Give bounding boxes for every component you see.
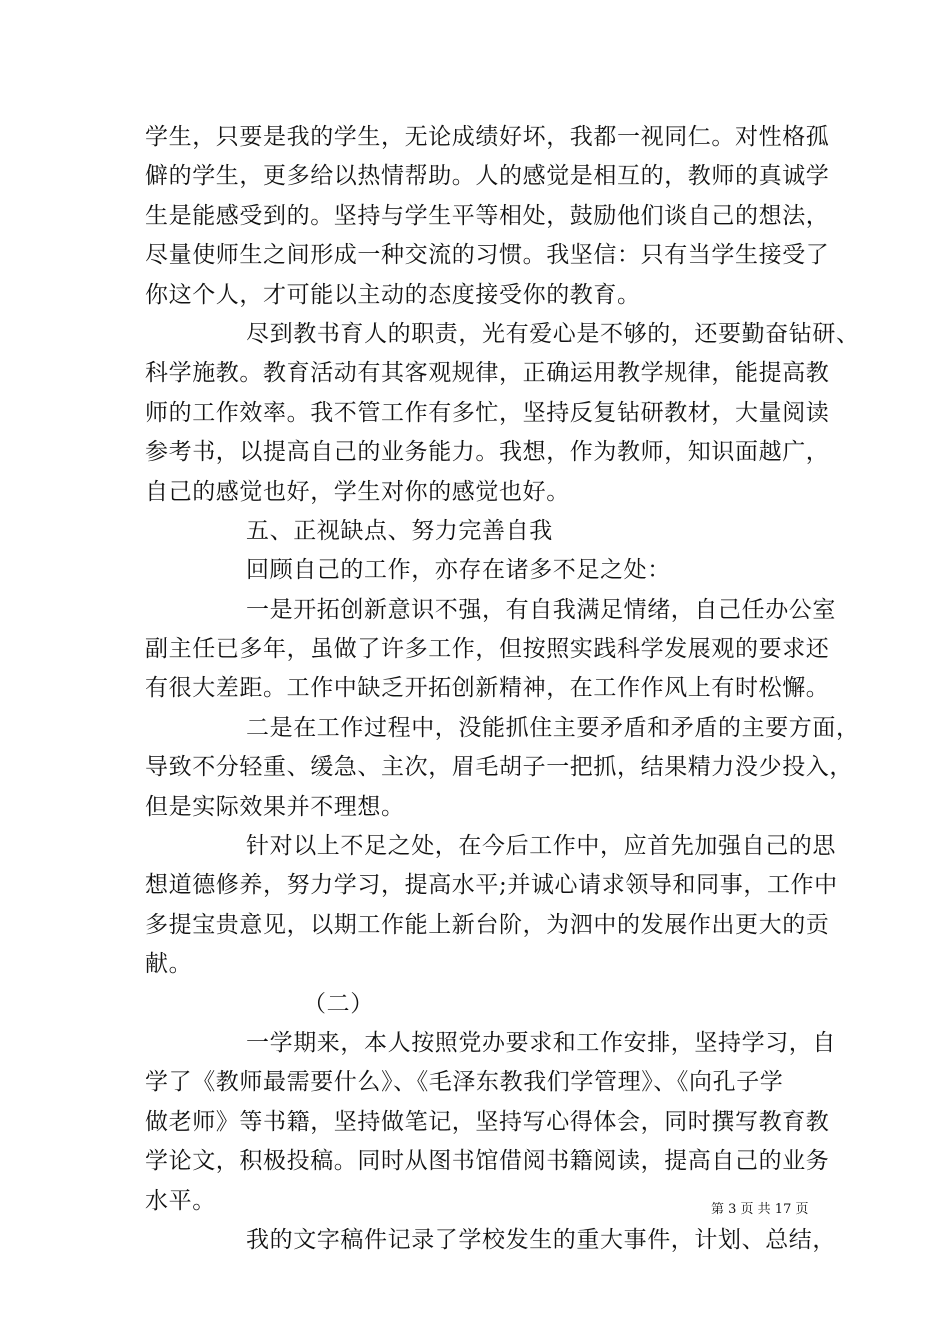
text-line: 我的文字稿件记录了学校发生的重大事件，计划、总结， [246, 1226, 836, 1253]
text-line: 副主任已多年，虽做了许多工作，但按照实践科学发展观的要求还 [145, 636, 830, 663]
text-line: 学论文，积极投稿。同时从图书馆借阅书籍阅读，提高自己的业务 [145, 1148, 830, 1175]
text-line: 回顾自己的工作，亦存在诸多不足之处： [246, 557, 671, 584]
text-line: 参考书，以提高自己的业务能力。我想，作为教师，知识面越广， [145, 439, 830, 466]
text-line: 尽量使师生之间形成一种交流的习惯。我坚信：只有当学生接受了 [145, 242, 830, 269]
text-line: 想道德修养，努力学习，提高水平;并诚心请求领导和同事，工作中 [145, 872, 838, 899]
section-heading: 五、正视缺点、努力完善自我 [246, 517, 553, 544]
text-line: 做老师》等书籍，坚持做笔记，坚持写心得体会，同时撰写教育教 [145, 1108, 830, 1135]
text-line: 学了《教师最需要什么》、《毛泽东教我们学管理》、《向孔子学 [145, 1069, 784, 1096]
text-line: 献。 [145, 951, 193, 978]
text-line: 多提宝贵意见，以期工作能上新台阶，为泗中的发展作出更大的贡 [145, 911, 830, 938]
text-line: 水平。 [145, 1187, 216, 1214]
text-line: 尽到教书育人的职责，光有爱心是不够的，还要勤奋钻研、 [246, 320, 860, 347]
text-line: 但是实际效果并不理想。 [145, 793, 405, 820]
text-line: 师的工作效率。我不管工作有多忙，坚持反复钻研教材，大量阅读 [145, 399, 830, 426]
document-body [145, 118, 860, 1260]
text-line: 科学施教。教育活动有其客观规律，正确运用教学规律，能提高教 [145, 360, 830, 387]
text-line: 一学期来，本人按照党办要求和工作安排，坚持学习，自 [246, 1029, 836, 1056]
page-number-footer: 第 3 页 共 17 页 [711, 1202, 809, 1217]
text-line: 有很大差距。工作中缺乏开拓创新精神，在工作作风上有时松懈。 [145, 675, 830, 702]
text-line: 生是能感受到的。坚持与学生平等相处，鼓励他们谈自己的想法， [145, 202, 830, 229]
text-line: 你这个人，才可能以主动的态度接受你的教育。 [145, 281, 641, 308]
text-line: 针对以上不足之处，在今后工作中，应首先加强自己的思 [246, 833, 836, 860]
text-line: 一是开拓创新意识不强，有自我满足情绪，自己任办公室 [246, 596, 836, 623]
text-line: 导致不分轻重、缓急、主次，眉毛胡子一把抓，结果精力没少投入， [145, 754, 853, 781]
text-line: 僻的学生，更多给以热情帮助。人的感觉是相互的，教师的真诚学 [145, 163, 830, 190]
text-line: 二是在工作过程中，没能抓住主要矛盾和矛盾的主要方面， [246, 714, 860, 741]
text-line: 学生，只要是我的学生，无论成绩好坏，我都一视同仁。对性格孤 [145, 124, 830, 150]
text-line: 自己的感觉也好，学生对你的感觉也好。 [145, 478, 570, 505]
subsection-marker: （二） [303, 990, 374, 1017]
